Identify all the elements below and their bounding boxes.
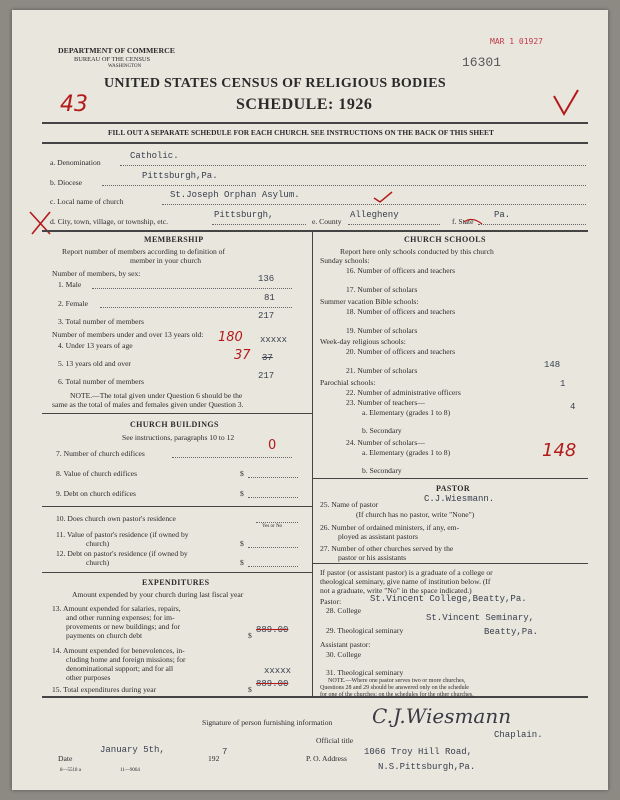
ink-number: 43 xyxy=(60,92,88,117)
schools-heading: CHURCH SCHOOLS xyxy=(404,235,486,244)
signature-label: Signature of person furnishing information xyxy=(202,718,333,727)
denomination-value: Catholic. xyxy=(130,151,179,161)
q14-label-3: denominational support; and for all xyxy=(66,664,174,673)
city-label: d. City, town, village, or township, etc. xyxy=(50,217,169,226)
dollar-sign: $ xyxy=(240,558,244,567)
q2-label: 2. Female xyxy=(58,299,88,308)
q23a-label: a. Elementary (grades 1 to 8) xyxy=(362,408,451,417)
bureau-label: BUREAU OF THE CENSUS xyxy=(74,56,151,63)
q29-value-2: Beatty,Pa. xyxy=(484,627,539,637)
county-label: e. County xyxy=(312,217,342,226)
q1-value: 136 xyxy=(258,274,275,284)
q27-label: 27. Number of other churches served by the xyxy=(320,544,454,553)
year-prefix: 192 xyxy=(208,754,220,763)
pastor-note-3: for one of the churches; on the schedules for the other churches, xyxy=(320,692,474,698)
grad-note-2: theological seminary, give name of institution below. (If xyxy=(320,577,491,586)
schedule-title: SCHEDULE: 1926 xyxy=(236,96,373,113)
q11-label-2: church) xyxy=(86,539,110,548)
dollar-sign: $ xyxy=(248,631,252,640)
q2-value: 81 xyxy=(264,293,275,303)
membership-intro-2: member in your church xyxy=(130,256,202,265)
q8-label: 8. Value of church edifices xyxy=(56,469,138,478)
q11-label: 11. Value of pastor's residence (if owned by xyxy=(56,530,189,539)
red-tick xyxy=(372,190,394,204)
q28-label: 28. College xyxy=(326,606,362,615)
q7-value: 0 xyxy=(268,438,277,453)
q13-label-2: and other running expenses; for im- xyxy=(66,613,175,622)
assistant-pastor-label: Assistant pastor: xyxy=(320,640,371,649)
q30-label: 30. College xyxy=(326,650,362,659)
q14-label: 14. Amount expended for benevolences, in- xyxy=(52,646,185,655)
q13-label: 13. Amount expended for salaries, repairs, xyxy=(52,604,181,613)
q23-label: 23. Number of teachers— xyxy=(346,398,425,407)
q10-label: 10. Does church own pastor's residence xyxy=(56,514,176,523)
red-check-mark xyxy=(552,88,582,118)
q29-value: St.Vincent Seminary, xyxy=(426,613,535,623)
dept-label: DEPARTMENT OF COMMERCE xyxy=(58,46,175,55)
membership-note-2: same as the total of males and females given under Question 3. xyxy=(52,400,244,409)
q25-hint: (If church has no pastor, write "None") xyxy=(356,510,475,519)
q21-value: 148 xyxy=(544,360,561,370)
q24b-label: b. Secondary xyxy=(362,466,402,475)
q5-label: 5. 13 years old and over xyxy=(58,359,131,368)
q15-label: 15. Total expenditures during year xyxy=(52,685,157,694)
expenditures-heading: EXPENDITURES xyxy=(142,578,210,587)
q27-label-2: pastor or his assistants xyxy=(338,553,407,562)
expenditures-intro: Amount expended by your church during last fiscal year xyxy=(72,590,244,599)
q22-value: 1 xyxy=(560,379,566,389)
q29-label: 29. Theological seminary xyxy=(326,626,404,635)
form-number-2: 11—9064 xyxy=(120,768,140,773)
q16-label: 16. Number of officers and teachers xyxy=(346,266,456,275)
title-label: Official title xyxy=(316,736,354,745)
q14-label-2: cluding home and foreign missions; for xyxy=(66,655,186,664)
q1-label: 1. Male xyxy=(58,280,82,289)
church-name-label: c. Local name of church xyxy=(50,197,124,206)
received-stamp: MAR 1 01927 xyxy=(490,37,543,46)
title-value: Chaplain. xyxy=(494,730,543,740)
q18-label: 18. Number of officers and teachers xyxy=(346,307,456,316)
q14-value: xxxxx xyxy=(264,666,292,676)
dollar-sign: $ xyxy=(248,685,252,694)
diocese-label: b. Diocese xyxy=(50,178,83,187)
state-value: Pa. xyxy=(494,210,511,220)
schools-intro: Report here only schools conducted by this church xyxy=(340,247,494,256)
q7-label: 7. Number of church edifices xyxy=(56,449,145,458)
pastor-note-2: Questions 28 and 29 should be answered only on the schedule xyxy=(320,685,469,691)
q15-value: 889.00 xyxy=(256,679,289,689)
q26-label-2: ployed as assistant pastors xyxy=(338,532,418,541)
address-line-2: N.S.Pittsburgh,Pa. xyxy=(378,762,476,772)
q12-label: 12. Debt on pastor's residence (if owned by xyxy=(56,549,188,558)
yes-no-hint: Yes or No xyxy=(262,524,283,529)
q24a-label: a. Elementary (grades 1 to 8) xyxy=(362,448,451,457)
q5-value: 37 xyxy=(262,353,273,363)
weekday-schools-label: Week-day religious schools: xyxy=(320,337,406,346)
members-by-sex: Number of members, by sex: xyxy=(52,269,141,278)
q4-label: 4. Under 13 years of age xyxy=(58,341,133,350)
q13-label-4: payments on church debt xyxy=(66,631,143,640)
state-label: f. State xyxy=(452,217,474,226)
grad-note: If pastor (or assistant pastor) is a graduate of a college or xyxy=(320,568,493,577)
signature: C.J.Wiesmann xyxy=(372,704,512,728)
parochial-schools-label: Parochial schools: xyxy=(320,378,376,387)
q5-ink-value: 37 xyxy=(234,348,251,363)
address-label: P. O. Address xyxy=(306,754,347,763)
q13-label-3: provements or new buildings; and for xyxy=(66,622,181,631)
q21-label: 21. Number of scholars xyxy=(346,366,418,375)
city-label: WASHINGTON xyxy=(108,64,142,69)
q6-label: 6. Total number of members xyxy=(58,377,145,386)
q3-label: 3. Total number of members xyxy=(58,317,145,326)
buildings-heading: CHURCH BUILDINGS xyxy=(130,420,219,429)
year-digit: 7 xyxy=(222,747,228,757)
q24-label: 24. Number of scholars— xyxy=(346,438,425,447)
address-line-1: 1066 Troy Hill Road, xyxy=(364,747,473,757)
q23b-label: b. Secondary xyxy=(362,426,402,435)
q13-value: 889.00 xyxy=(256,625,289,635)
red-x-mark xyxy=(26,208,56,238)
q28-value: St.Vincent College,Beatty,Pa. xyxy=(370,594,527,604)
under-over-label: Number of members under and over 13 years old: xyxy=(52,330,204,339)
county-value: Allegheny xyxy=(350,210,399,220)
q31-label: 31. Theological seminary xyxy=(326,668,404,677)
q19-label: 19. Number of scholars xyxy=(346,326,418,335)
buildings-intro: See instructions, paragraphs 10 to 12 xyxy=(122,433,235,442)
pastor-label: Pastor: xyxy=(320,597,342,606)
membership-heading: MEMBERSHIP xyxy=(144,235,204,244)
serial-number: 16301 xyxy=(462,55,502,70)
census-form xyxy=(12,10,608,790)
q6-value: 217 xyxy=(258,371,275,381)
red-scribble xyxy=(462,216,484,228)
denomination-label: a. Denomination xyxy=(50,158,101,167)
q12-label-2: church) xyxy=(86,558,110,567)
q25-value: C.J.Wiesmann. xyxy=(424,494,495,504)
q9-label: 9. Debt on church edifices xyxy=(56,489,136,498)
q4-value: xxxxx xyxy=(260,335,288,345)
q24-ink-value: 148 xyxy=(542,440,577,461)
q3-value: 217 xyxy=(258,311,275,321)
q25-label: 25. Name of pastor xyxy=(320,500,379,509)
date-label: Date xyxy=(58,754,73,763)
form-number: 8—5518 a xyxy=(60,768,81,773)
dollar-sign: $ xyxy=(240,469,244,478)
church-name-value: St.Joseph Orphan Asylum. xyxy=(170,190,300,200)
q26-label: 26. Number of ordained ministers, if any, em- xyxy=(320,523,460,532)
city-value: Pittsburgh, xyxy=(214,210,274,220)
pastor-note: NOTE.—Where one pastor serves two or more churches, xyxy=(328,678,466,684)
dollar-sign: $ xyxy=(240,489,244,498)
date-value: January 5th, xyxy=(100,745,165,755)
dollar-sign: $ xyxy=(240,539,244,548)
q14-label-4: other purposes xyxy=(66,673,111,682)
q20-label: 20. Number of officers and teachers xyxy=(346,347,456,356)
form-title: UNITED STATES CENSUS OF RELIGIOUS BODIES xyxy=(104,76,447,91)
q22-label: 22. Number of administrative officers xyxy=(346,388,461,397)
q17-label: 17. Number of scholars xyxy=(346,285,418,294)
q23a-value: 4 xyxy=(570,402,576,412)
sunday-schools-label: Sunday schools: xyxy=(320,256,370,265)
membership-note: NOTE.—The total given under Question 6 should be the xyxy=(70,391,243,400)
diocese-value: Pittsburgh,Pa. xyxy=(142,171,218,181)
grad-note-3: not a graduate, write "No" in the space indicated.) xyxy=(320,586,472,595)
membership-intro: Report number of members according to definition of xyxy=(62,247,226,256)
vacation-schools-label: Summer vacation Bible schools: xyxy=(320,297,419,306)
instruction-line: FILL OUT A SEPARATE SCHEDULE FOR EACH CHURCH. SEE INSTRUCTIONS ON THE BACK OF THIS SHEET xyxy=(108,128,494,137)
q4-ink-value: 180 xyxy=(218,330,243,345)
pastor-heading: PASTOR xyxy=(436,484,471,493)
